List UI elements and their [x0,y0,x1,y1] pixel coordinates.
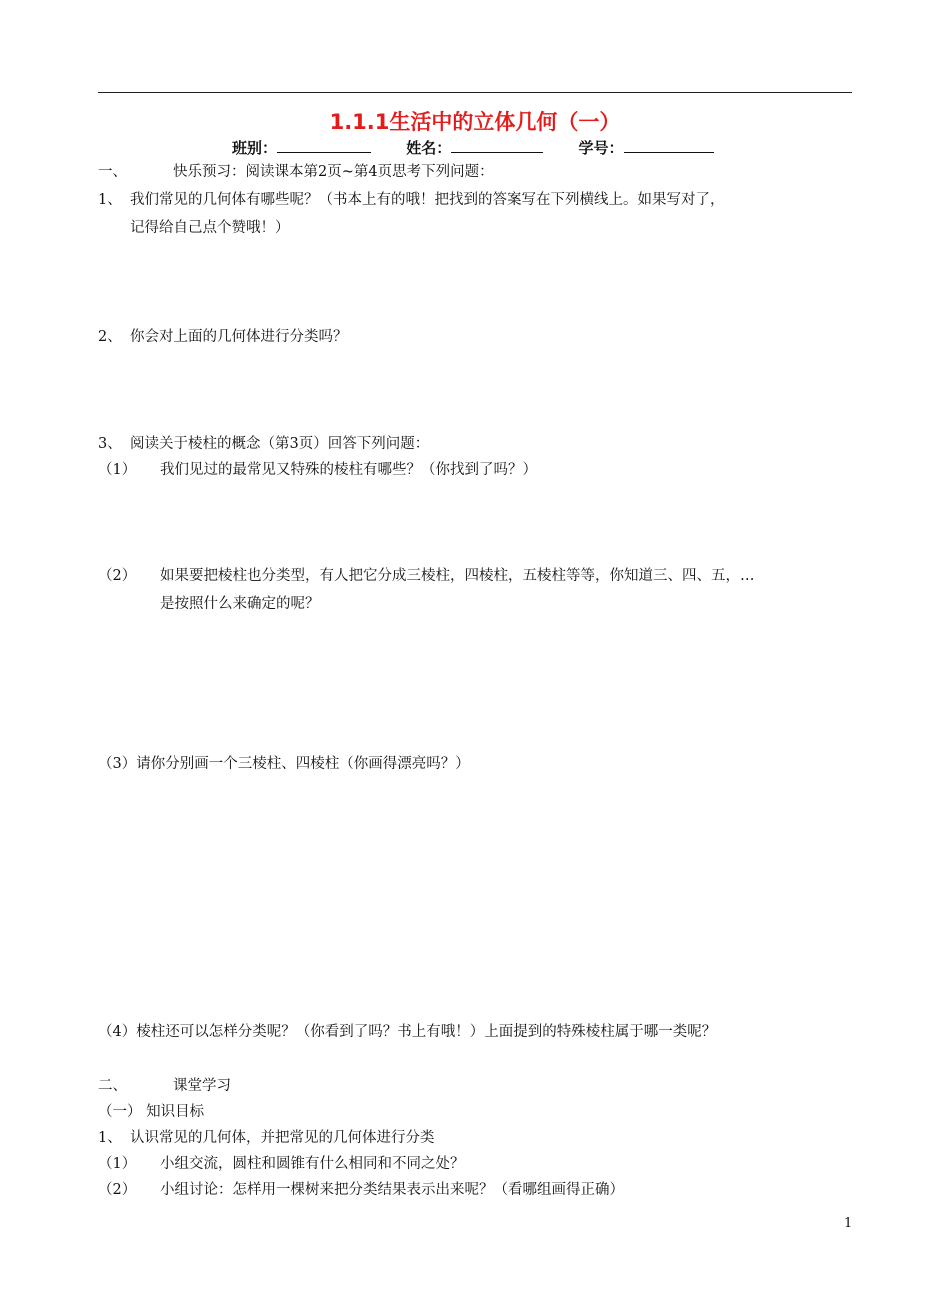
section2-sub-2: （2） 小组讨论：怎样用一棵树来把分类结果表示出来呢？（看哪组画得正确） [98,1182,624,1198]
section2-number: 二、 [98,1078,127,1094]
page-number: 1 [844,1216,853,1231]
student-info-row [232,137,714,158]
sub-question-1-text: 我们见过的最常见又特殊的棱柱有哪些？（你找到了吗？） [160,462,537,478]
sub-question-4: （4）棱柱还可以怎样分类呢？（你看到了吗？书上有哦！）上面提到的特殊棱柱属于哪一类呢？ [98,1024,717,1040]
question-2: 2、 你会对上面的几何体进行分类吗？ [98,329,348,345]
section2-item-1-text: 认识常见的几何体，并把常见的几何体进行分类 [130,1130,435,1146]
question-1: 1、 我们常见的几何体有哪些呢？（书本上有的哦！把找到的答案写在下列横线上。如果写对了， [98,192,725,208]
section2-sub-1-text: 小组交流，圆柱和圆锥有什么相同和不同之处？ [160,1156,465,1172]
question-3-text: 阅读关于棱柱的概念（第3页）回答下列问题： [130,436,430,452]
sub-question-2: （2） 如果要把棱柱也分类型，有人把它分成三棱柱，四棱柱，五棱柱等等，你知道三、四、五，… [98,568,755,584]
section1-heading [98,162,494,182]
header-rule [98,92,852,93]
sub-question-1: （1） 我们见过的最常见又特殊的棱柱有哪些？（你找到了吗？） [98,462,537,478]
class-blank[interactable] [277,138,371,153]
page-title: 1.1.1生活中的立体几何（一） [329,110,621,134]
id-label: 学号： [578,139,624,157]
section2-sub-2-text: 小组讨论：怎样用一棵树来把分类结果表示出来呢？（看哪组画得正确） [160,1182,624,1198]
question-3: 3、 阅读关于棱柱的概念（第3页）回答下列问题： [98,436,430,452]
section2-heading-text: 课堂学习 [173,1078,231,1094]
section2-heading [98,1076,231,1096]
question-1-text: 我们常见的几何体有哪些呢？（书本上有的哦！把找到的答案写在下列横线上。如果写对了， [130,192,725,208]
sub-question-2-text: 如果要把棱柱也分类型，有人把它分成三棱柱，四棱柱，五棱柱等等，你知道三、四、五，… [160,568,755,584]
section2-item-1: 1、 认识常见的几何体，并把常见的几何体进行分类 [98,1130,435,1146]
question-2-text: 你会对上面的几何体进行分类吗？ [130,329,348,345]
name-label: 姓名： [406,139,452,157]
section2-part1: （一） 知识目标 [98,1104,205,1120]
id-blank[interactable] [624,138,714,153]
class-label: 班别： [232,139,278,157]
name-blank[interactable] [451,138,543,153]
section1-number: 一、 [98,164,127,180]
section1-heading-text: 快乐预习：阅读课本第2页~第4页思考下列问题： [173,164,494,180]
sub-question-2-cont: 是按照什么来确定的呢？ [160,596,320,612]
section2-sub-1: （1） 小组交流，圆柱和圆锥有什么相同和不同之处？ [98,1156,465,1172]
question-1-cont: 记得给自己点个赞哦！） [130,220,290,236]
sub-question-3: （3）请你分别画一个三棱柱、四棱柱（你画得漂亮吗？） [98,756,470,772]
